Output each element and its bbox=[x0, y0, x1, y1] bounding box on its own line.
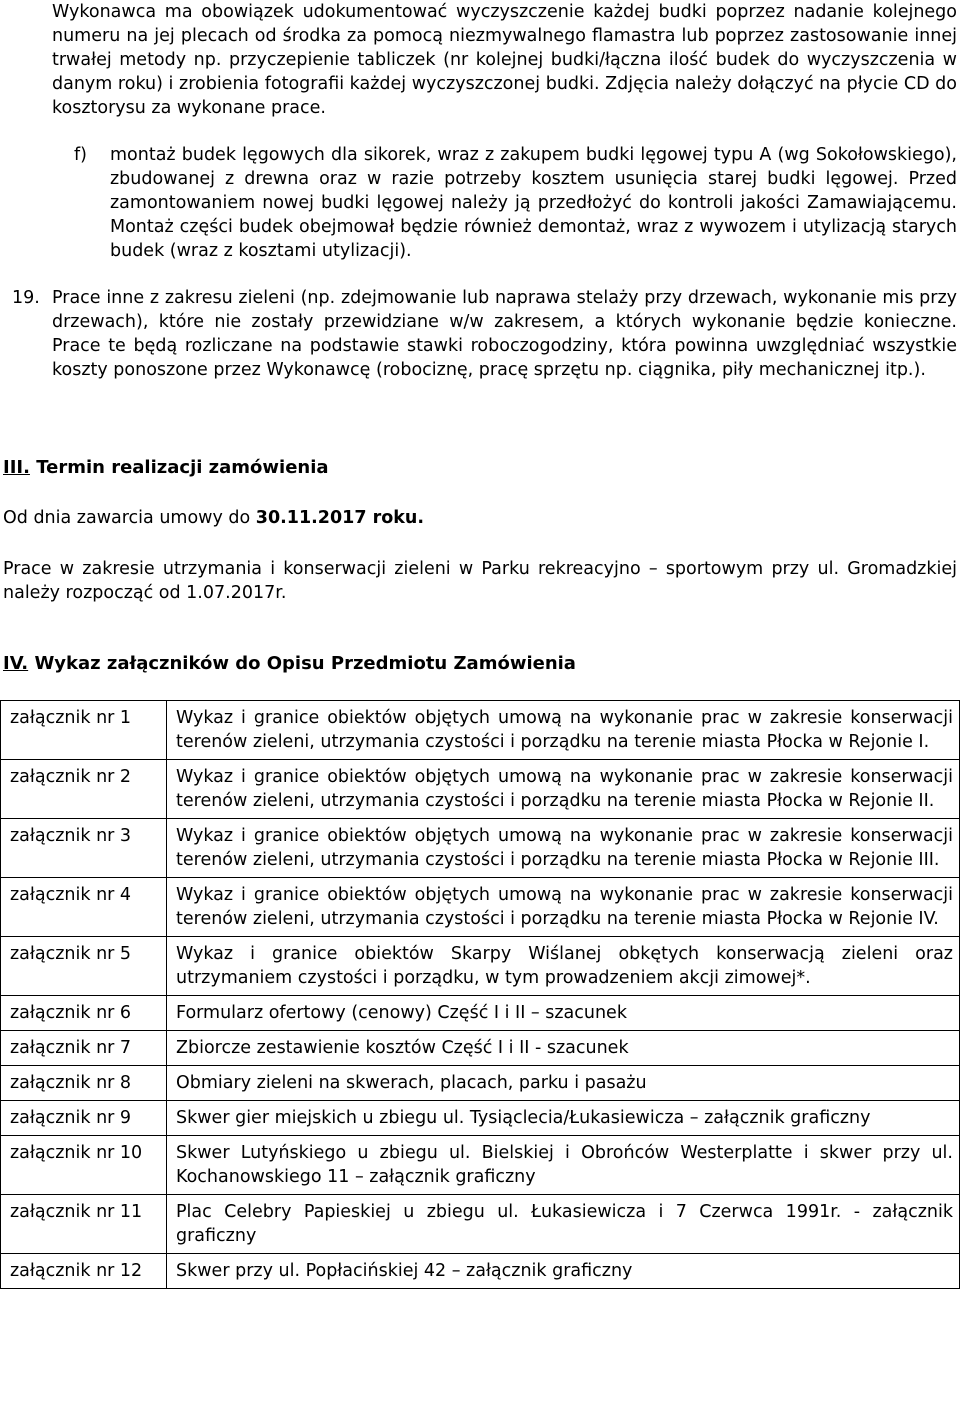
table-row bbox=[1, 1066, 960, 1101]
table-row bbox=[1, 1101, 960, 1136]
attachment-label: załącznik nr 1 bbox=[1, 701, 167, 760]
attachment-label: załącznik nr 6 bbox=[1, 996, 167, 1031]
table-row bbox=[1, 878, 960, 937]
term-prefix: Od dnia zawarcia umowy do bbox=[3, 508, 256, 528]
attachments-table bbox=[0, 700, 960, 1289]
attachment-description: Plac Celebry Papieskiej u zbiegu ul. Łukasiewicza i 7 Czerwca 1991r. - załącznik graficzny bbox=[167, 1195, 960, 1254]
attachment-label: załącznik nr 8 bbox=[1, 1066, 167, 1101]
section-title: Wykaz załączników do Opisu Przedmiotu Zamówienia bbox=[34, 653, 576, 674]
attachment-label: załącznik nr 7 bbox=[1, 1031, 167, 1066]
attachment-label: załącznik nr 3 bbox=[1, 819, 167, 878]
table-row bbox=[1, 937, 960, 996]
list-item-number: 19. bbox=[12, 288, 40, 308]
attachment-label: załącznik nr 2 bbox=[1, 760, 167, 819]
attachment-description: Skwer Lutyńskiego u zbiegu ul. Bielskiej i Obrońców Westerplatte i skwer przy ul. Kochanowskiego 11 – załącznik graficzny bbox=[167, 1136, 960, 1195]
section-heading-iv bbox=[3, 652, 576, 676]
attachment-label: załącznik nr 10 bbox=[1, 1136, 167, 1195]
attachment-description: Wykaz i granice obiektów objętych umową na wykonanie prac w zakresie konserwacji terenów zieleni, utrzymania czystości i porządku na terenie miasta Płocka w Rejonie III. bbox=[167, 819, 960, 878]
attachment-label: załącznik nr 5 bbox=[1, 937, 167, 996]
attachment-label: załącznik nr 12 bbox=[1, 1254, 167, 1289]
attachment-description: Formularz ofertowy (cenowy) Część I i II – szacunek bbox=[167, 996, 960, 1031]
table-row bbox=[1, 996, 960, 1031]
table-row bbox=[1, 1136, 960, 1195]
table-row bbox=[1, 1254, 960, 1289]
term-date: 30.11.2017 roku. bbox=[255, 508, 424, 528]
section-title: Termin realizacji zamówienia bbox=[36, 457, 329, 478]
attachment-description: Skwer gier miejskich u zbiegu ul. Tysiąclecia/Łukasiewicza – załącznik graficzny bbox=[167, 1101, 960, 1136]
attachment-label: załącznik nr 11 bbox=[1, 1195, 167, 1254]
table-row bbox=[1, 760, 960, 819]
park-works-paragraph: Prace w zakresie utrzymania i konserwacji zieleni w Parku rekreacyjno – sportowym przy ul. Gromadzkiej należy rozpocząć od 1.07.2017r. bbox=[3, 559, 957, 603]
section-number: IV. bbox=[3, 653, 29, 674]
table-row bbox=[1, 1031, 960, 1066]
list-item-19 bbox=[12, 286, 957, 382]
attachment-description: Zbiorcze zestawienie kosztów Część I i II - szacunek bbox=[167, 1031, 960, 1066]
list-item-text: montaż budek lęgowych dla sikorek, wraz z zakupem budki lęgowej typu A (wg Sokołowskiego), zbudowanej z drewna oraz w razie potrzeby kosztem usunięcia starej budki lęgowej. Przed zamontowaniem nowej budki lęgowej należy ją przedłożyć do kontroli jakości Zamawiającemu. Montaż części budek obejmował będzie również demontaż, wraz z wywozem i utylizacją starych budek (wraz z kosztami utylizacji). bbox=[110, 145, 957, 261]
table-row bbox=[1, 701, 960, 760]
term-line bbox=[3, 506, 424, 530]
attachment-description: Wykaz i granice obiektów Skarpy Wiślanej obkętych konserwacją zieleni oraz utrzymaniem czystości i porządku, w tym prowadzeniem akcji zimowej*. bbox=[167, 937, 960, 996]
section-heading-iii bbox=[3, 456, 329, 480]
intro-paragraph: Wykonawca ma obowiązek udokumentować wyczyszczenie każdej budki poprzez nadanie kolejnego numeru na jej plecach od środka za pomocą niezmywalnego flamastra lub poprzez zastosowanie innej trwałej metody np. przyczepienie tabliczek (nr kolejnej budki/łączna ilość budek do wyczyszczenia w danym roku) i zrobienia fotografii każdej wyczyszczonej budki. Zdjęcia należy dołączyć na płycie CD do kosztorysu za wykonane prace. bbox=[52, 2, 957, 118]
attachment-description: Wykaz i granice obiektów objętych umową na wykonanie prac w zakresie konserwacji terenów zieleni, utrzymania czystości i porządku na terenie miasta Płocka w Rejonie IV. bbox=[167, 878, 960, 937]
attachment-label: załącznik nr 4 bbox=[1, 878, 167, 937]
attachment-label: załącznik nr 9 bbox=[1, 1101, 167, 1136]
attachment-description: Obmiary zieleni na skwerach, placach, parku i pasażu bbox=[167, 1066, 960, 1101]
table-row bbox=[1, 819, 960, 878]
attachment-description: Wykaz i granice obiektów objętych umową na wykonanie prac w zakresie konserwacji terenów zieleni, utrzymania czystości i porządku na terenie miasta Płocka w Rejonie I. bbox=[167, 701, 960, 760]
list-item-label: f) bbox=[74, 145, 87, 165]
attachment-description: Skwer przy ul. Popłacińskiej 42 – załącznik graficzny bbox=[167, 1254, 960, 1289]
list-item-text: Prace inne z zakresu zieleni (np. zdejmowanie lub naprawa stelaży przy drzewach, wykonanie mis przy drzewach), które nie zostały przewidziane w/w zakresem, a których wykonanie będzie konieczne. Prace te będą rozliczane na podstawie stawki roboczogodziny, która powinna uwzględniać wszystkie koszty ponoszone przez Wykonawcę (robociznę, pracę sprzętu np. ciągnika, piły mechanicznej itp.). bbox=[52, 288, 957, 380]
section-number: III. bbox=[3, 457, 30, 478]
list-item-f bbox=[74, 143, 957, 263]
attachment-description: Wykaz i granice obiektów objętych umową na wykonanie prac w zakresie konserwacji terenów zieleni, utrzymania czystości i porządku na terenie miasta Płocka w Rejonie II. bbox=[167, 760, 960, 819]
table-row bbox=[1, 1195, 960, 1254]
